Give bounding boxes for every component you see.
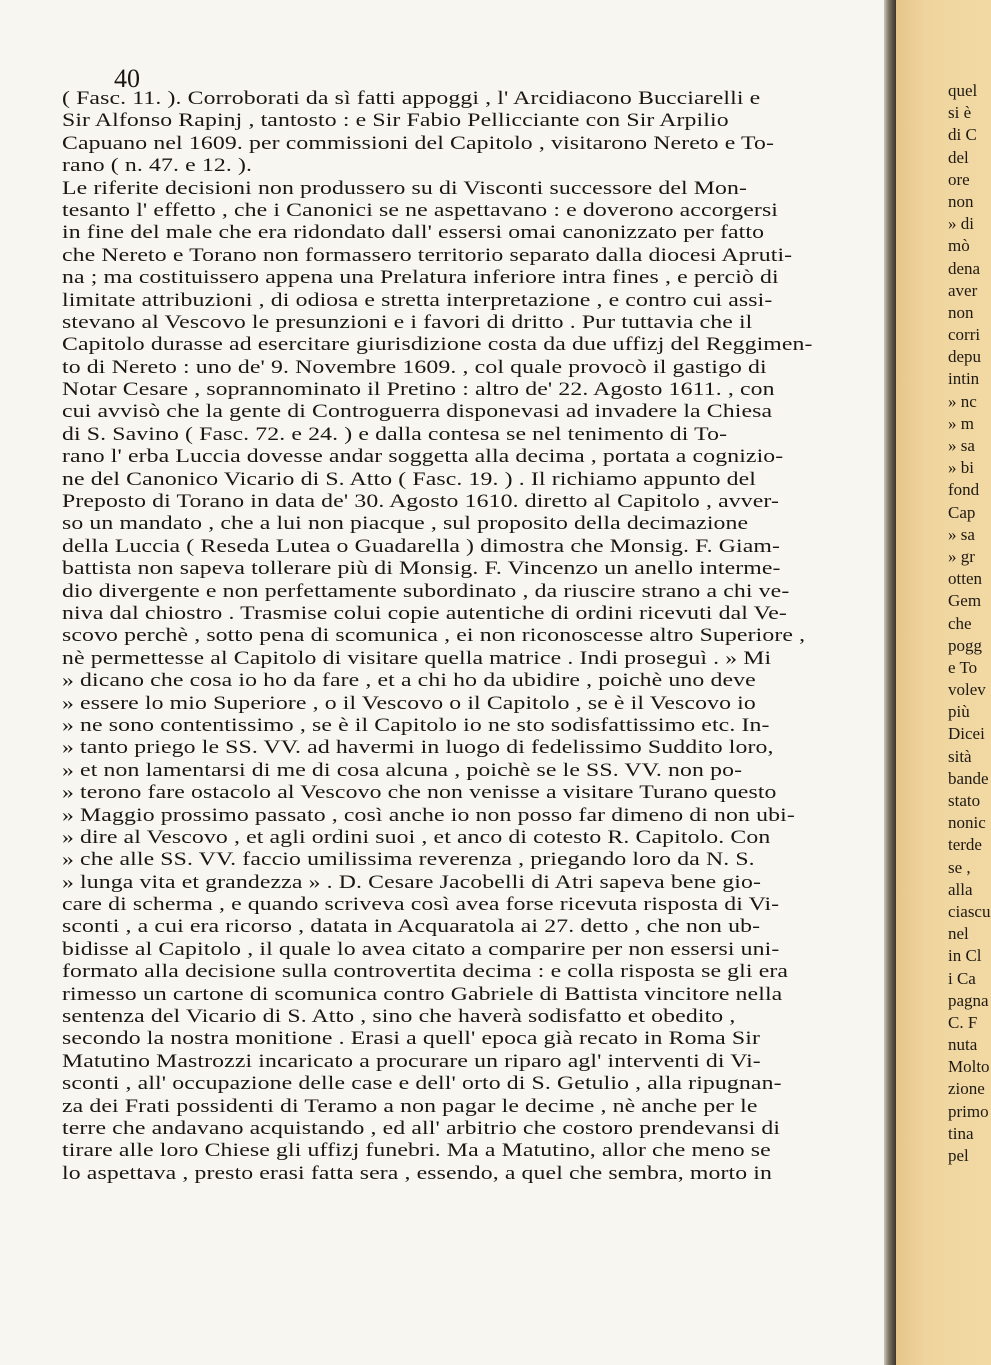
text-line-content: niva dal chiostro . Trasmise colui copie autentiche di ordini ricevuti dal Ve- <box>62 602 787 624</box>
right-page-line: Cap <box>948 502 976 522</box>
text-line <box>62 715 862 737</box>
right-page-line: bande <box>948 768 989 788</box>
text-line <box>62 1096 862 1118</box>
right-page-line: stato <box>948 791 981 810</box>
text-line <box>62 625 862 647</box>
right-page-line: pogg <box>948 635 982 655</box>
text-line <box>62 961 862 983</box>
text-line-content: to di Nereto : uno de' 9. Novembre 1609. , col quale provocò il gastigo di <box>62 356 767 378</box>
text-line-content: di S. Savino ( Fasc. 72. e 24. ) e dalla contesa se nel tenimento di To- <box>62 423 728 445</box>
text-line <box>62 401 862 423</box>
right-page-line: in Cl <box>948 946 982 966</box>
page-number: 40 <box>114 64 140 93</box>
text-line-content: » dire al Vescovo , et agli ordini suoi , et anco di cotesto R. Capitolo. Con <box>62 826 771 848</box>
text-line <box>62 1118 862 1140</box>
text-line-content: za dei Frati possidenti di Teramo a non pagar le decime , nè anche per le <box>62 1095 758 1117</box>
right-page-line: non <box>948 302 974 322</box>
text-line-content: » terono fare ostacolo al Vescovo che non venisse a visitare Turano questo <box>62 782 777 804</box>
text-line <box>62 536 862 558</box>
right-page-line: ore <box>948 169 970 189</box>
right-page-line: se , <box>948 857 971 877</box>
right-page-line: otten <box>948 569 982 589</box>
text-line-content: Matutino Mastrozzi incaricato a procurare un riparo agl' interventi di Vi- <box>62 1050 761 1072</box>
right-page-line: pel <box>948 1146 969 1165</box>
text-line <box>62 133 862 155</box>
right-page-line: aver <box>948 280 978 300</box>
right-page-line: C. F <box>948 1012 978 1032</box>
text-line <box>62 894 862 916</box>
text-line-content: che Nereto e Torano non formassero territorio separato dalla diocesi Apruti- <box>62 244 793 266</box>
text-line <box>62 984 862 1006</box>
text-line <box>62 110 862 132</box>
right-page-line: » di <box>948 214 974 234</box>
text-line-content: in fine del male che era ridondato dall' essersi omai canonizzato per fatto <box>62 222 765 244</box>
text-line <box>62 1073 862 1095</box>
text-line <box>62 312 862 334</box>
text-line <box>62 805 862 827</box>
right-page-line: pagna <box>948 990 989 1010</box>
right-page-line: sità <box>948 746 972 766</box>
text-line-content: scovo perchè , sotto pena di scomunica , ei non riconoscesse altro Superiore , <box>62 625 806 647</box>
text-line <box>62 1140 862 1162</box>
text-line-content: Capitolo durasse ad esercitare giurisdizione costa da due uffizj del Reggimen- <box>62 334 813 356</box>
text-line <box>62 916 862 938</box>
text-line-content: dio divergente e non perfettamente subordinato , da riuscire strano a chi ve- <box>62 580 790 602</box>
right-page-line: zione <box>948 1079 985 1099</box>
text-line-content: na ; ma costituissero appena una Prelatura inferiore intra fines , e perciò di <box>62 267 779 289</box>
text-line-content: Sir Alfonso Rapinj , tantosto : e Sir Fabio Pellicciante con Sir Arpilio <box>62 110 729 132</box>
text-line-content: rano l' erba Luccia dovesse andar soggetta alla decima , portata a cognizio- <box>62 446 784 468</box>
right-page-line: » bi <box>948 458 974 478</box>
right-page-line: quel <box>948 81 978 100</box>
right-page-line: alla <box>948 879 973 899</box>
book-gutter <box>884 0 896 1365</box>
text-line-content: sentenza del Vicario di S. Atto , sino che haverà sodisfatto et obedito , <box>62 1006 736 1028</box>
right-page-line: ciascu <box>948 901 991 921</box>
text-line-content: » Maggio prossimo passato , così anche io non posso far dimeno di non ubi- <box>62 804 795 826</box>
right-page-line: Dicei <box>948 724 985 744</box>
right-page-line: corri <box>948 325 981 345</box>
text-line <box>62 760 862 782</box>
right-page-line: » sa <box>948 436 975 455</box>
right-page-text-fragment <box>948 80 990 1167</box>
right-page-line: nonic <box>948 813 986 833</box>
right-page-line: del <box>948 147 969 167</box>
right-page-line: di C <box>948 125 977 145</box>
text-line-content: ne del Canonico Vicario di S. Atto ( Fasc. 19. ) . Il richiamo appunto del <box>62 468 757 490</box>
right-page-line: che <box>948 613 972 633</box>
right-page-line: terde <box>948 835 982 855</box>
right-page-line: depu <box>948 347 982 367</box>
text-line-content: care di scherma , e quando scriveva così avea forse ricevuta risposta di Vi- <box>62 894 780 916</box>
text-line-content: » dicano che cosa io ho da fare , et a chi ho da ubidire , poichè uno deve <box>62 670 756 692</box>
text-line <box>62 469 862 491</box>
text-line-content: so un mandato , che a lui non piacque , sul proposito della decimazione <box>62 513 749 535</box>
text-line-content: formato alla decisione sulla controvertita decima : e colla risposta se gli era <box>62 961 789 983</box>
text-line <box>62 1051 862 1073</box>
text-line-content: stevano al Vescovo le presunzioni e i favori di dritto . Pur tuttavia che il <box>62 311 753 333</box>
text-line-content: » et non lamentarsi di me di cosa alcuna , poichè se le SS. VV. non po- <box>62 759 743 781</box>
text-line <box>62 1028 862 1050</box>
text-line-content: » essere lo mio Superiore , o il Vescovo o il Capitolo , se è il Vescovo io <box>62 692 756 714</box>
text-line <box>62 670 862 692</box>
text-line <box>62 379 862 401</box>
text-line <box>62 939 862 961</box>
right-page-line: » gr <box>948 546 975 566</box>
text-line-content: Capuano nel 1609. per commissioni del Capitolo , visitarono Nereto e To- <box>62 132 775 154</box>
text-line-content: tirare alle loro Chiese gli uffizj funebri. Ma a Matutino, allor che meno se <box>62 1140 771 1162</box>
right-page-line: Gem <box>948 591 982 611</box>
text-line <box>62 446 862 468</box>
text-line <box>62 1006 862 1028</box>
right-page-line: non <box>948 191 974 211</box>
right-page-line: mò <box>948 236 970 256</box>
text-line-content: sconti , all' occupazione delle case e dell' orto di S. Getulio , alla ripugnan- <box>62 1073 782 1095</box>
text-line <box>62 245 862 267</box>
right-page-line: i Ca <box>948 968 976 988</box>
right-page-line: nuta <box>948 1035 978 1055</box>
text-line <box>62 827 862 849</box>
text-line-content: sconti , a cui era ricorso , datata in Acquaratola ai 27. detto , che non ub- <box>62 916 761 938</box>
text-line-content: Le riferite decisioni non produssero su di Visconti successore del Mon- <box>62 177 748 199</box>
text-line <box>62 581 862 603</box>
right-page-line: più <box>948 702 970 722</box>
text-line <box>62 737 862 759</box>
right-page-line: si è <box>948 103 972 123</box>
text-line-content: limitate attribuzioni , di odiosa e stretta interpretazione , e contro cui assi- <box>62 289 773 311</box>
text-line-content: lo aspettava , presto erasi fatta sera , essendo, a quel che sembra, morto in <box>62 1162 772 1184</box>
text-line <box>62 290 862 312</box>
text-line <box>62 603 862 625</box>
right-page-line: nel <box>948 924 969 944</box>
text-line-content: nè permettesse al Capitolo di visitare quella matrice . Indi proseguì . » Mi <box>62 647 772 669</box>
text-line <box>62 648 862 670</box>
right-page-line: fond <box>948 480 980 500</box>
text-line <box>62 872 862 894</box>
text-line-content: » ne sono contentissimo , se è il Capitolo io ne sto sodisfattissimo etc. In- <box>62 714 770 736</box>
text-line-content: terre che andavano acquistando , ed all' arbitrio che costoro prendevansi di <box>62 1117 781 1139</box>
text-line <box>62 1163 862 1185</box>
text-line <box>62 513 862 535</box>
right-page-line: » nc <box>948 391 977 411</box>
text-line-content: Notar Cesare , soprannominato il Pretino : altro de' 22. Agosto 1611. , con <box>62 379 775 401</box>
text-line-content: della Luccia ( Reseda Lutea o Guadarella ) dimostra che Monsig. F. Giam- <box>62 535 781 557</box>
right-page-line: Molto <box>948 1057 990 1077</box>
text-line-content: Preposto di Torano in data de' 30. Agosto 1610. diretto al Capitolo , avver- <box>62 491 779 513</box>
text-line-content: ( Fasc. 11. ). Corroborati da sì fatti appoggi , l' Arcidiacono Bucciarelli e <box>62 88 761 109</box>
text-line-content: bidisse al Capitolo , il quale lo avea citato a comparire per non essersi uni- <box>62 938 780 960</box>
right-page-line: » m <box>948 413 974 433</box>
text-line <box>62 849 862 871</box>
text-line-content: tesanto l' effetto , che i Canonici se ne aspettavano : e doverono accorgersi <box>62 199 779 221</box>
right-page-line: e To <box>948 657 978 677</box>
text-line-content: rano ( n. 47. e 12. ). <box>62 155 253 177</box>
text-line-content: » lunga vita et grandezza » . D. Cesare Jacobelli di Atri sapeva bene gio- <box>62 871 762 893</box>
text-line-content: rimesso un cartone di scomunica contro Gabriele di Battista vincitore nella <box>62 983 783 1005</box>
text-line <box>62 357 862 379</box>
text-line <box>62 88 862 110</box>
text-line <box>62 200 862 222</box>
right-page-line: primo <box>948 1101 989 1121</box>
right-page-line: dena <box>948 258 981 278</box>
text-line-content: cui avvisò che la gente di Controguerra disponevasi ad invadere la Chiesa <box>62 401 773 423</box>
text-line <box>62 267 862 289</box>
text-line <box>62 693 862 715</box>
text-line <box>62 782 862 804</box>
text-line <box>62 424 862 446</box>
right-page-line: volev <box>948 680 986 700</box>
right-page-line: » sa <box>948 524 975 544</box>
text-line <box>62 222 862 244</box>
text-line <box>62 178 862 200</box>
text-line-content: » tanto priego le SS. VV. ad havermi in luogo di fedelissimo Suddito loro, <box>62 737 774 759</box>
text-line <box>62 155 862 177</box>
right-page-line: intin <box>948 369 980 389</box>
text-line <box>62 558 862 580</box>
text-line-content: battista non sapeva tollerare più di Monsig. F. Vincenzo un anello interme- <box>62 558 781 580</box>
text-line-content: secondo la nostra monitione . Erasi a quell' epoca già recato in Roma Sir <box>62 1028 761 1050</box>
text-line <box>62 334 862 356</box>
body-text <box>62 88 862 1185</box>
text-line-content: » che alle SS. VV. faccio umilissima reverenza , priegando loro da N. S. <box>62 849 755 871</box>
text-line <box>62 491 862 513</box>
right-page-line: tina <box>948 1123 974 1143</box>
